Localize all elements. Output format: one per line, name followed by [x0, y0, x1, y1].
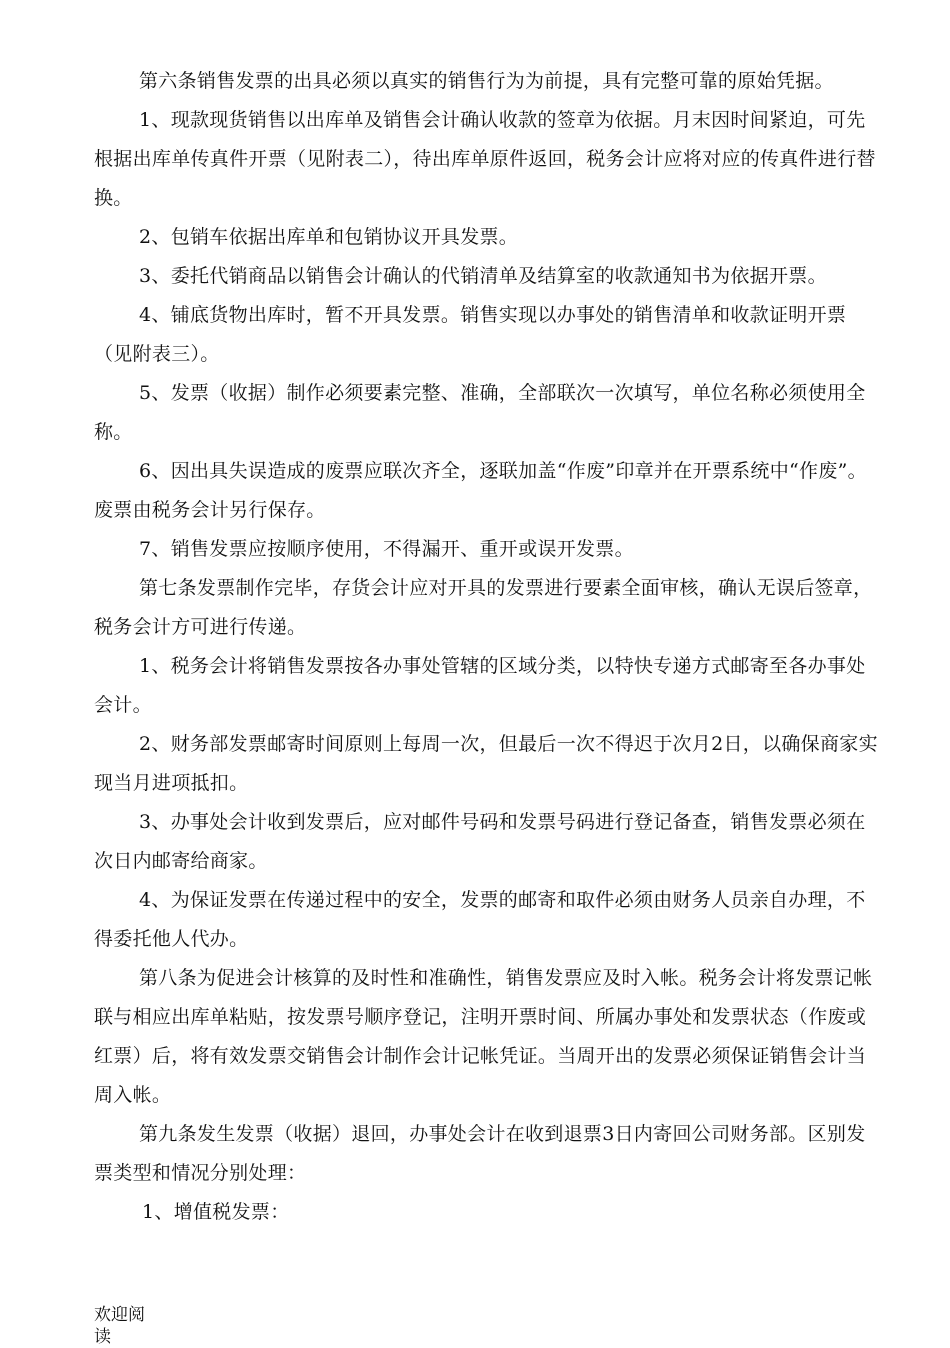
paragraph-item-5: 5、发票（收据）制作必须要素完整、准确，全部联次一次填写，单位名称必须使用全称。 [94, 382, 866, 443]
paragraph-article-9: 第九条发生发票（收据）退回，办事处会计在收到退票3日内寄回公司财务部。区别发票类型和情况分别处理： [94, 1123, 866, 1184]
paragraph-item-4: 4、铺底货物出库时，暂不开具发票。销售实现以办事处的销售清单和收款证明开票（见附表三）。 [94, 304, 847, 365]
paragraph-article-8: 第八条为促进会计核算的及时性和准确性，销售发票应及时入帐。税务会计将发票记帐联与相应出库单粘贴，按发票号顺序登记，注明开票时间、所属办事处和发票状态（作废或红票）后，将有效发票交销售会计制作会计记帐凭证。当周开出的发票必须保证销售会计当周入帐。 [94, 967, 873, 1106]
paragraph-item-1: 1、现款现货销售以出库单及销售会计确认收款的签章为依据。月末因时间紧迫，可先根据出库单传真件开票（见附表二），待出库单原件返回，税务会计应将对应的传真件进行替换。 [94, 109, 876, 209]
paragraph-item-1: 1、税务会计将销售发票按各办事处管辖的区域分类，以特快专递方式邮寄至各办事处会计。 [94, 655, 866, 716]
paragraph-item-3: 3、委托代销商品以销售会计确认的代销清单及结算室的收款通知书为依据开票。 [139, 265, 827, 287]
paragraph-item-2: 2、财务部发票邮寄时间原则上每周一次，但最后一次不得迟于次月2日，以确保商家实现当月进项抵扣。 [94, 733, 878, 794]
paragraph-item-2: 2、包销车依据出库单和包销协议开具发票。 [139, 226, 519, 248]
paragraph-item-3: 3、办事处会计收到发票后，应对邮件号码和发票号码进行登记备查，销售发票必须在次日内邮寄给商家。 [94, 811, 866, 872]
paragraph-item-6: 6、因出具失误造成的废票应联次齐全，逐联加盖“作废”印章并在开票系统中“作废”。废票由税务会计另行保存。 [94, 460, 867, 521]
document-body [94, 62, 884, 1232]
paragraph-article-7: 第七条发票制作完毕，存货会计应对开具的发票进行要素全面审核，确认无误后签章，税务会计方可进行传递。 [94, 577, 873, 638]
footer-note: 欢迎阅读 [94, 1305, 145, 1347]
paragraph-item-7: 7、销售发票应按顺序使用，不得漏开、重开或误开发票。 [139, 538, 634, 560]
paragraph-item-1: 1、增值税发票： [142, 1201, 290, 1223]
paragraph-item-4: 4、为保证发票在传递过程中的安全，发票的邮寄和取件必须由财务人员亲自办理，不得委托他人代办。 [94, 889, 866, 950]
paragraph-article-6: 第六条销售发票的出具必须以真实的销售行为为前提，具有完整可靠的原始凭据。 [139, 70, 834, 92]
